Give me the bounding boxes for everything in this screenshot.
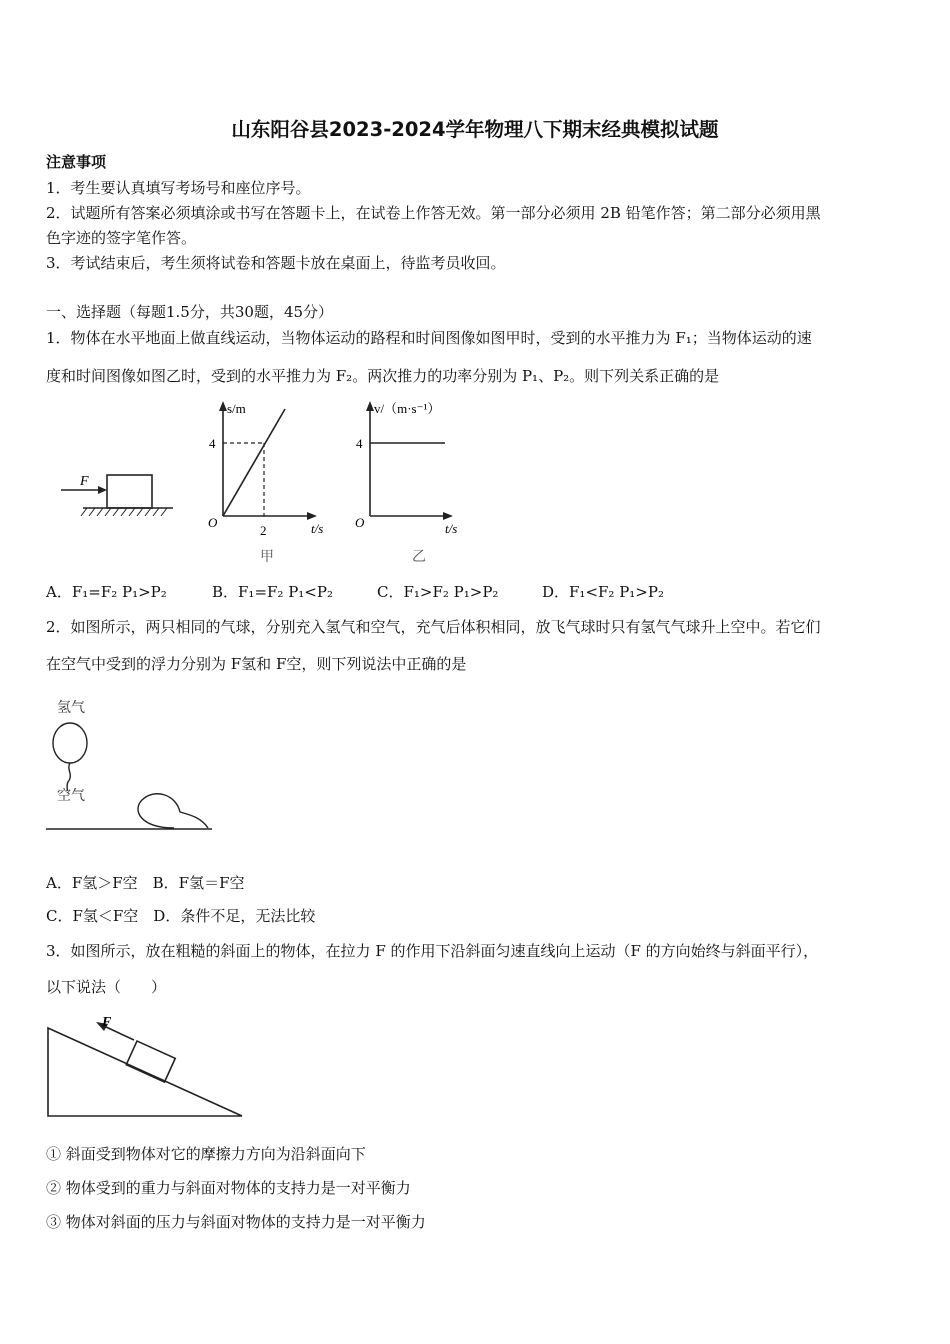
graph-jia-x-tick: 2 bbox=[260, 523, 267, 538]
q3-statement: ③ 物体对斜面的压力与斜面对物体的支持力是一对平衡力 bbox=[46, 1213, 426, 1231]
graph-jia-y-label: s/m bbox=[227, 401, 246, 416]
notice-heading: 注意事项 bbox=[46, 153, 107, 171]
notice-item: 1．考生要认真填写考场号和座位序号。 bbox=[46, 179, 311, 197]
graph-jia-caption: 甲 bbox=[260, 550, 274, 565]
section-heading: 一、选择题（每题1.5分，共30题，45分） bbox=[46, 303, 334, 321]
q3-statement: ② 物体受到的重力与斜面对物体的支持力是一对平衡力 bbox=[46, 1179, 411, 1197]
q1-option-d: D．F₁<F₂ P₁>P₂ bbox=[542, 583, 664, 601]
q2-options-row1: A．F氢＞F空 B．F氢＝F空 bbox=[46, 874, 245, 892]
q3-stem-line2: 以下说法（ ） bbox=[46, 978, 167, 996]
q3-figure bbox=[40, 1010, 255, 1122]
q1-figure bbox=[55, 395, 475, 570]
q1-stem-line2: 度和时间图像如图乙时，受到的水平推力为 F₂。两次推力的功率分别为 P₁、P₂。则下列关系正确的是 bbox=[46, 367, 720, 385]
q2-stem-line1: 2．如图所示，两只相同的气球，分别充入氢气和空气，充气后体积相同，放飞气球时只有氢气气球升上空中。若它们 bbox=[46, 618, 821, 636]
q2-options-row2: C．F氢＜F空 D．条件不足，无法比较 bbox=[46, 907, 316, 925]
graph-yi-origin: O bbox=[355, 515, 365, 530]
notice-item: 3．考试结束后，考生须将试卷和答题卡放在桌面上，待监考员收回。 bbox=[46, 254, 506, 272]
q3-force-label: F bbox=[102, 1015, 112, 1030]
notice-item: 2．试题所有答案必须填涂或书写在答题卡上，在试卷上作答无效。第一部分必须用 2B 铅笔作答；第二部分必须用黑 bbox=[46, 204, 821, 222]
q1-force-label: F bbox=[80, 474, 89, 489]
graph-yi-y-tick: 4 bbox=[356, 436, 363, 451]
q2-figure bbox=[40, 690, 220, 845]
air-label: 空气 bbox=[57, 789, 85, 804]
notice-item: 色字迹的签字笔作答。 bbox=[46, 229, 197, 247]
q3-stem-line1: 3．如图所示，放在粗糙的斜面上的物体，在拉力 F 的作用下沿斜面匀速直线向上运动（F 的方向始终与斜面平行）， bbox=[46, 942, 819, 960]
hydrogen-label: 氢气 bbox=[57, 701, 85, 716]
graph-jia-y-tick: 4 bbox=[209, 436, 216, 451]
graph-yi-x-label: t/s bbox=[445, 521, 458, 536]
q1-option-a: A．F₁=F₂ P₁>P₂ bbox=[46, 583, 167, 601]
graph-yi-y-label: v/（m·s⁻¹） bbox=[374, 401, 441, 416]
q1-option-c: C．F₁>F₂ P₁>P₂ bbox=[377, 583, 499, 601]
exam-title: 山东阳谷县2023-2024学年物理八下期末经典模拟试题 bbox=[231, 118, 719, 141]
q3-statement: ① 斜面受到物体对它的摩擦力方向为沿斜面向下 bbox=[46, 1145, 366, 1163]
graph-yi-caption: 乙 bbox=[412, 550, 426, 565]
q1-option-b: B．F₁=F₂ P₁<P₂ bbox=[212, 583, 333, 601]
q2-stem-line2: 在空气中受到的浮力分别为 F氢和 F空，则下列说法中正确的是 bbox=[46, 655, 467, 673]
graph-jia-x-label: t/s bbox=[311, 521, 324, 536]
graph-jia-origin: O bbox=[208, 515, 218, 530]
q1-stem-line1: 1．物体在水平地面上做直线运动，当物体运动的路程和时间图像如图甲时，受到的水平推力为 F₁；当物体运动的速 bbox=[46, 329, 812, 347]
